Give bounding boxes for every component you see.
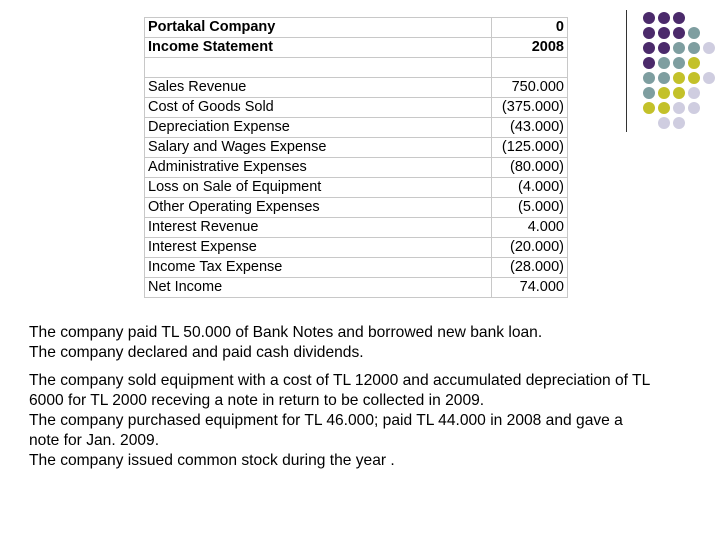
decorative-dot xyxy=(658,87,670,99)
row-value: 750.000 xyxy=(492,78,568,98)
decorative-dot xyxy=(703,42,715,54)
decorative-dot xyxy=(673,102,685,114)
row-label: Cost of Goods Sold xyxy=(145,98,492,118)
decorative-dot-grid xyxy=(625,10,720,135)
note-line: The company sold equipment with a cost of TL 12000 and accumulated depreciation of TL xyxy=(29,372,651,389)
decorative-dot xyxy=(688,42,700,54)
statement-title-cell: Income Statement xyxy=(145,38,492,58)
decorative-dot xyxy=(673,57,685,69)
row-value: 4.000 xyxy=(492,218,568,238)
decorative-dot xyxy=(658,72,670,84)
decorative-dot xyxy=(658,42,670,54)
spacer-cell xyxy=(145,58,492,78)
decorative-dot xyxy=(658,57,670,69)
decorative-dot xyxy=(688,27,700,39)
row-label: Sales Revenue xyxy=(145,78,492,98)
table-spacer-row xyxy=(145,58,568,78)
decorative-dot xyxy=(673,117,685,129)
notes-text xyxy=(29,323,714,471)
vertical-divider-line xyxy=(626,10,627,132)
income-statement-table xyxy=(144,17,568,298)
table-row xyxy=(145,138,568,158)
table-row xyxy=(145,198,568,218)
decorative-dot xyxy=(643,87,655,99)
row-label: Other Operating Expenses xyxy=(145,198,492,218)
row-value: (125.000) xyxy=(492,138,568,158)
row-label: Income Tax Expense xyxy=(145,258,492,278)
decorative-dot xyxy=(643,102,655,114)
row-label: Loss on Sale of Equipment xyxy=(145,178,492,198)
decorative-dot xyxy=(643,42,655,54)
column-index-cell: 0 xyxy=(492,18,568,38)
row-label: Interest Expense xyxy=(145,238,492,258)
decorative-dot xyxy=(673,27,685,39)
row-label: Administrative Expenses xyxy=(145,158,492,178)
row-label: Interest Revenue xyxy=(145,218,492,238)
decorative-dot xyxy=(658,27,670,39)
note-line: note for Jan. 2009. xyxy=(29,432,160,449)
decorative-dot xyxy=(688,102,700,114)
spacer-cell xyxy=(492,58,568,78)
row-label: Depreciation Expense xyxy=(145,118,492,138)
row-value: (20.000) xyxy=(492,238,568,258)
table-row xyxy=(145,278,568,298)
decorative-dot xyxy=(688,57,700,69)
decorative-dot xyxy=(643,57,655,69)
decorative-dot xyxy=(703,72,715,84)
row-value: (80.000) xyxy=(492,158,568,178)
company-name-cell: Portakal Company xyxy=(145,18,492,38)
decorative-dot xyxy=(643,27,655,39)
note-line: 6000 for TL 2000 receving a note in return to be collected in 2009. xyxy=(29,392,485,409)
paragraph-gap xyxy=(29,363,714,371)
decorative-dot xyxy=(658,12,670,24)
row-value: (4.000) xyxy=(492,178,568,198)
decorative-dot xyxy=(673,87,685,99)
note-line: The company issued common stock during the year . xyxy=(29,452,395,469)
row-value: (28.000) xyxy=(492,258,568,278)
decorative-dot xyxy=(673,12,685,24)
table-row xyxy=(145,78,568,98)
net-income-value: 74.000 xyxy=(492,278,568,298)
decorative-dot xyxy=(688,87,700,99)
table-row xyxy=(145,238,568,258)
decorative-dot xyxy=(673,72,685,84)
row-value: (375.000) xyxy=(492,98,568,118)
row-value: (43.000) xyxy=(492,118,568,138)
table-row xyxy=(145,158,568,178)
note-line: The company paid TL 50.000 of Bank Notes and borrowed new bank loan. xyxy=(29,324,543,341)
table-row xyxy=(145,218,568,238)
row-value: (5.000) xyxy=(492,198,568,218)
decorative-dot xyxy=(643,12,655,24)
table-row xyxy=(145,178,568,198)
note-line: The company declared and paid cash dividends. xyxy=(29,344,364,361)
note-line: The company purchased equipment for TL 46.000; paid TL 44.000 in 2008 and gave a xyxy=(29,412,623,429)
decorative-dot xyxy=(658,117,670,129)
decorative-dot xyxy=(643,72,655,84)
table-header-row xyxy=(145,38,568,58)
decorative-dot xyxy=(688,72,700,84)
table-row xyxy=(145,118,568,138)
year-cell: 2008 xyxy=(492,38,568,58)
table-header-row xyxy=(145,18,568,38)
table-row xyxy=(145,98,568,118)
decorative-dot xyxy=(658,102,670,114)
table-row xyxy=(145,258,568,278)
decorative-dot xyxy=(673,42,685,54)
net-income-label: Net Income xyxy=(145,278,492,298)
row-label: Salary and Wages Expense xyxy=(145,138,492,158)
